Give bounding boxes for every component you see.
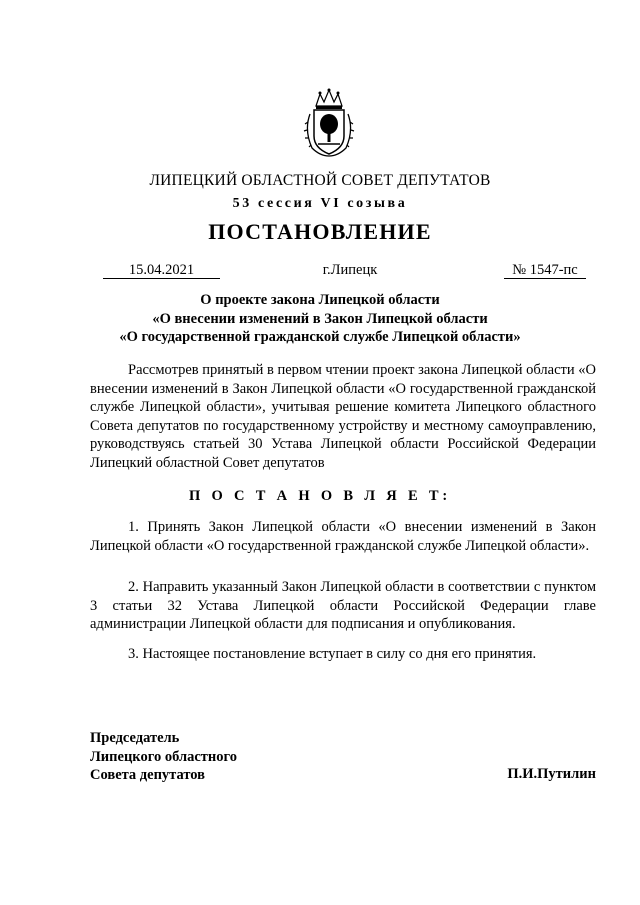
preamble-paragraph: Рассмотрев принятый в первом чтении проект закона Липецкой области «О внесении изменений в Закон Липецкой области «О государственной гражданской службе Липецкой области», учитывая решение комитета Липецкого областного Совета депутатов по государственному устройству и местному самоуправлению, руководствуясь статьей 30 Устава Липецкой области Российской Федерации Липецкий областной Совет депутатов [90,362,596,471]
title-line: «О государственной гражданской службе Липецкой области» [119,329,521,345]
decree-item-1: 1. Принять Закон Липецкой области «О внесении изменений в Закон Липецкой области «О государственной гражданской службе Липецкой области». [90,519,596,554]
document-date: 15.04.2021 [103,262,220,279]
session-number: 53 сессия VI созыва [232,196,408,211]
signatory-line: Совета депутатов [90,767,206,783]
title-line: «О внесении изменений в Закон Липецкой области [152,310,488,327]
document-number: № 1547-пс [504,262,586,279]
document-type: ПОСТАНОВЛЕНИЕ [208,219,432,244]
document-city: г.Липецк [322,262,378,278]
document-title [60,291,580,347]
signatory-line: Липецкого областного [90,748,237,765]
title-line: О проекте закона Липецкой области [200,292,440,308]
decree-heading: П О С Т А Н О В Л Я Е Т: [189,488,451,504]
decree-item-3: 3. Настоящее постановление вступает в силу со дня его принятия. [128,646,537,662]
organization-name: ЛИПЕЦКИЙ ОБЛАСТНОЙ СОВЕТ ДЕПУТАТОВ [149,172,491,189]
signatory-line: Председатель [90,730,180,746]
decree-item-2: 2. Направить указанный Закон Липецкой области в соответствии с пунктом 3 статьи 32 Устава Липецкой области Российской Федерации главе администрации Липецкой области для подписания и опубликования. [90,579,596,632]
signatory-title [90,729,237,785]
signatory-name: П.И.Путилин [507,766,596,782]
coat-of-arms-icon [302,88,356,158]
